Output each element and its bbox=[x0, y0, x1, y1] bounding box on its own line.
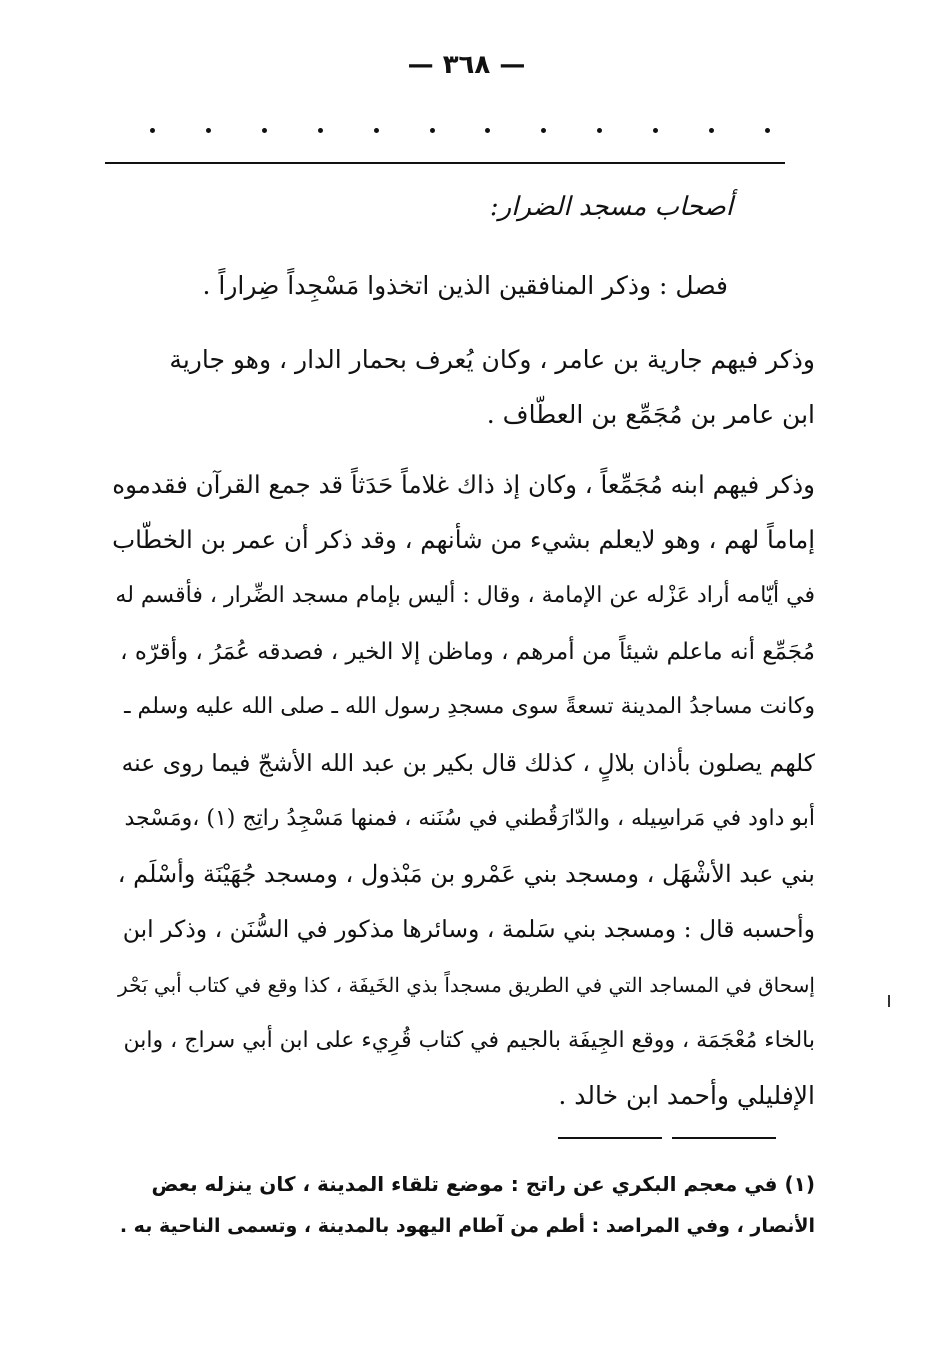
separator-dot bbox=[262, 128, 267, 133]
footnote-rule bbox=[672, 1137, 776, 1139]
text-line: أبو داود في مَراسِيله ، والدّارَقُطني في سُنَنه ، فمنها مَسْجِدُ راتِج (١) ،ومَسْجد bbox=[124, 806, 815, 831]
separator-dot bbox=[485, 128, 490, 133]
separator-dot bbox=[709, 128, 714, 133]
text-line: مُجَمِّع أنه ماعلم شيئاً من أمرهم ، وماظن إلا الخير ، فصدقه عُمَرُ ، وأقرّه ، bbox=[120, 639, 815, 665]
text-line: وأحسبه قال : ومسجد بني سَلمة ، وسائرها مذكور في السُّنَن ، وذكر ابن bbox=[122, 915, 815, 943]
separator-dot bbox=[374, 128, 379, 133]
page-number: — ٣٦٨ — bbox=[407, 50, 526, 80]
text-line: إماماً لهم ، وهو لايعلم بشيء من شأنهم ، وقد ذكر أن عمر بن الخطّاب bbox=[112, 525, 815, 554]
dotted-separator bbox=[150, 128, 770, 133]
separator-dot bbox=[597, 128, 602, 133]
header-rule bbox=[105, 162, 785, 164]
text-line: بني عبد الأشْهَل ، ومسجد بني عَمْرو بن مَبْذول ، ومسجد جُهَيْنَة وأسْلَم ، bbox=[117, 860, 815, 888]
text-line: إسحاق في المساجد التي في الطريق مسجداً بذي الخَيفَة ، كذا وقع في كتاب أبي بَحْر bbox=[118, 973, 815, 997]
separator-dot bbox=[150, 128, 155, 133]
text-line: وكانت مساجدُ المدينة تسعةً سوى مسجدِ رسول الله ـ صلى الله عليه وسلم ـ bbox=[124, 694, 815, 719]
text-line: وذكر فيهم ابنه مُجَمِّعاً ، وكان إذ ذاك غلاماً حَدَثاً قد جمع القرآن فقدموه bbox=[112, 470, 815, 499]
text-line: كلهم يصلون بأذان بلالٍ ، كذلك قال بكير بن عبد الله الأشجّ فيما روى عنه bbox=[121, 749, 815, 777]
footnote-line: الأنصار ، وفي المراصد : أطم من آطام اليهود بالمدينة ، وتسمى الناحية به . bbox=[119, 1215, 815, 1237]
text-line: ابن عامر بن مُجَمِّع بن العطّاف . bbox=[486, 400, 815, 429]
section-heading: أصحاب مسجد الضرار: bbox=[489, 192, 733, 222]
footnote-line: (١) في معجم البكري عن راتج : موضع تلقاء المدينة ، كان ينزله بعض bbox=[151, 1172, 815, 1196]
separator-dot bbox=[653, 128, 658, 133]
separator-dot bbox=[430, 128, 435, 133]
margin-mark bbox=[888, 995, 890, 1007]
footnote-rule bbox=[558, 1137, 662, 1139]
text-line: الإفليلي وأحمد ابن خالد . bbox=[558, 1081, 815, 1110]
text-line: فصل : وذكر المنافقين الذين اتخذوا مَسْجِداً ضِراراً . bbox=[202, 271, 728, 300]
separator-dot bbox=[541, 128, 546, 133]
separator-dot bbox=[206, 128, 211, 133]
text-line: وذكر فيهم جارية بن عامر ، وكان يُعرف بحمار الدار ، وهو جارية bbox=[169, 345, 815, 374]
text-line: في أيّامه أراد عَزْله عن الإمامة ، وقال : أليس بإمام مسجد الضِّرار ، فأقسم له bbox=[115, 583, 815, 608]
separator-dot bbox=[765, 128, 770, 133]
separator-dot bbox=[318, 128, 323, 133]
text-line: بالخاء مُعْجَمَة ، ووقع الجِيفَة بالجيم في كتاب قُرِيء على ابن أبي سراج ، وابن bbox=[123, 1028, 815, 1053]
